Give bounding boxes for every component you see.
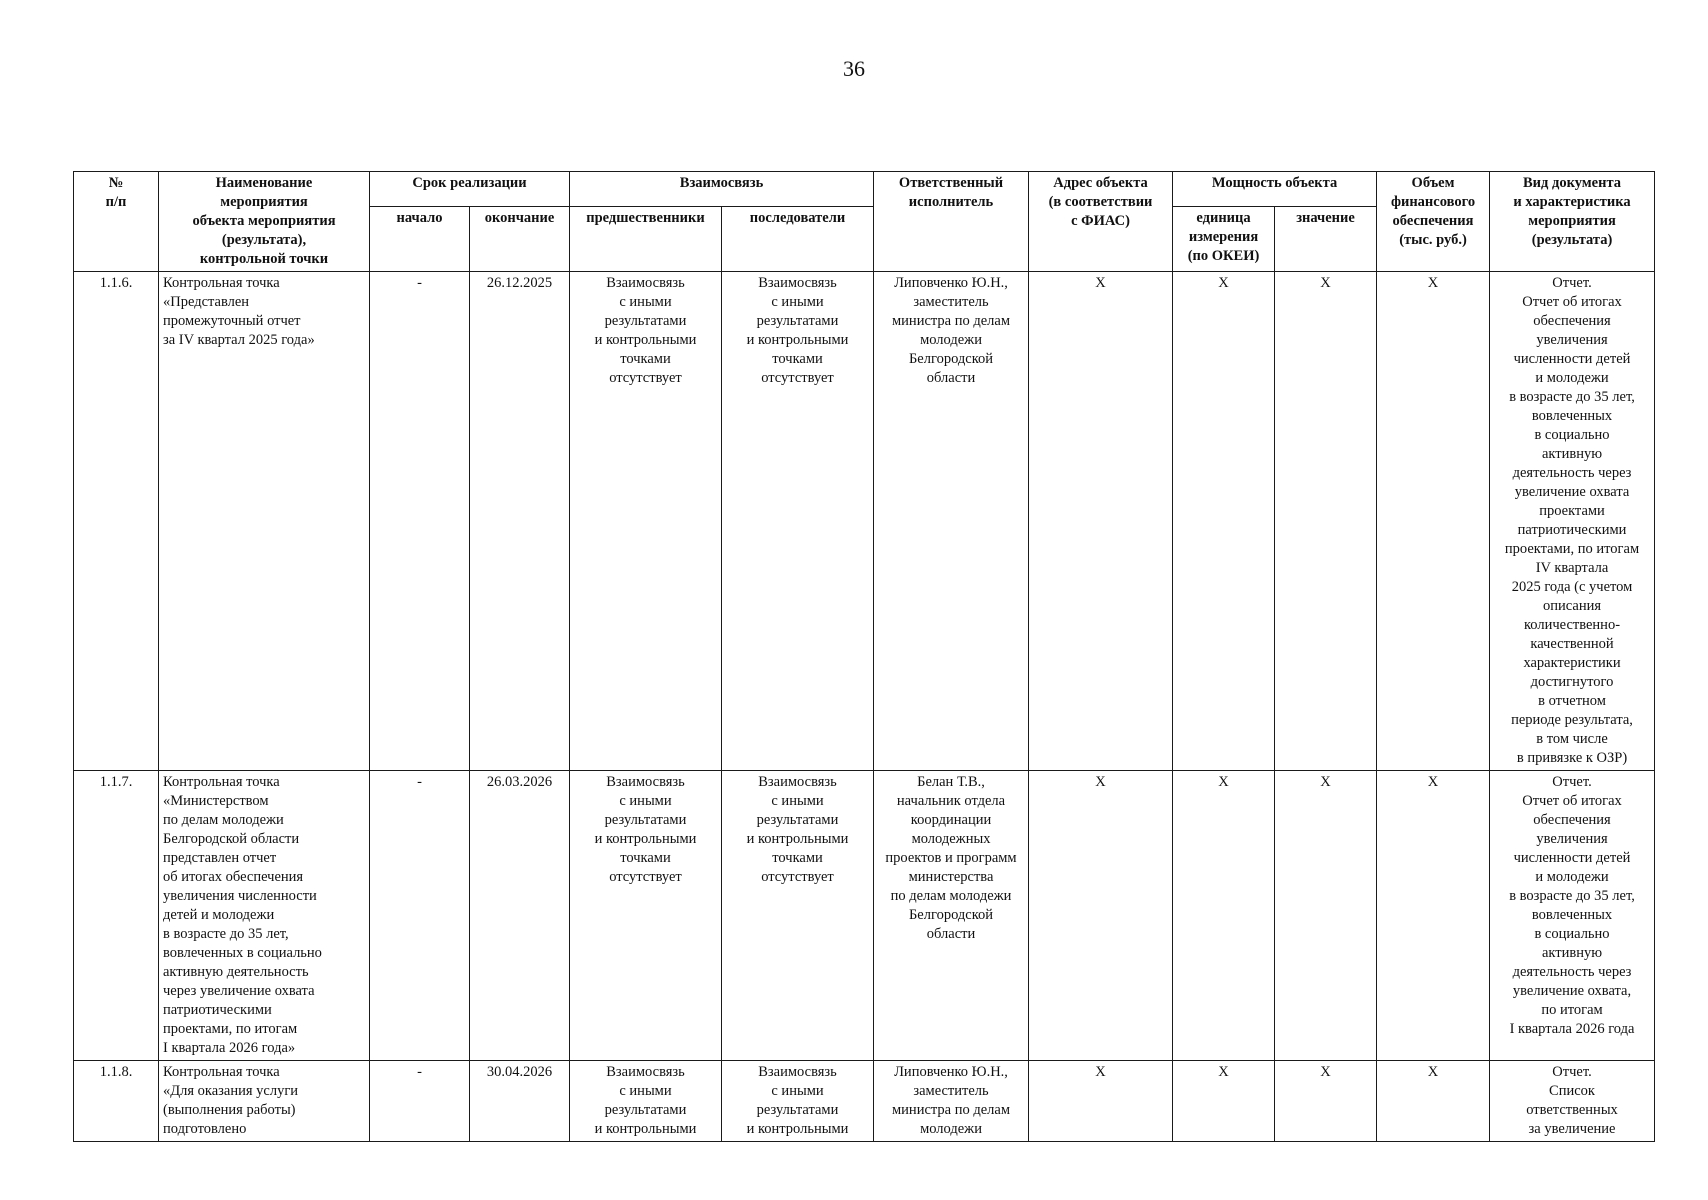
row-document: Отчет. Отчет об итогах обеспечения увеличения численности детей и молодежи в возрасте до 35 лет, вовлеченных в социально активную деятельность через увеличение охвата, по итогам I квартала 2026 года: [1490, 771, 1655, 1061]
page-number: 36: [843, 56, 865, 81]
activity-plan-table: [73, 171, 1655, 1142]
row-unit: X: [1173, 1061, 1275, 1142]
row-executor: Липовченко Ю.Н., заместитель министра по делам молодежи: [874, 1061, 1029, 1142]
row-value: X: [1275, 771, 1377, 1061]
row-start: -: [370, 1061, 470, 1142]
row-start: -: [370, 771, 470, 1061]
table-row: [74, 272, 1655, 771]
row-end: 26.03.2026: [470, 771, 570, 1061]
header-predecessors: предшественники: [570, 206, 722, 271]
row-name: Контрольная точка «Министерством по делам молодежи Белгородской области представлен отчет об итогах обеспечения увеличения численности детей и молодежи в возрасте до 35 лет, вовлеченных в социально активную деятельность через увеличение охвата патриотическими проектами, по итогам I квартала 2026 года»: [159, 771, 370, 1061]
header-value: значение: [1275, 206, 1377, 271]
row-unit: X: [1173, 771, 1275, 1061]
row-num: 1.1.8.: [74, 1061, 159, 1142]
table-header: [74, 172, 1655, 272]
row-finance: X: [1377, 1061, 1490, 1142]
row-end: 26.12.2025: [470, 272, 570, 771]
row-end: 30.04.2026: [470, 1061, 570, 1142]
header-finance: Объем финансового обеспечения (тыс. руб.): [1377, 172, 1490, 272]
row-successors: Взаимосвязь с иными результатами и контрольными: [722, 1061, 874, 1142]
row-executor: Белан Т.В., начальник отдела координации молодежных проектов и программ министерства по делам молодежи Белгородской области: [874, 771, 1029, 1061]
row-finance: X: [1377, 771, 1490, 1061]
row-document: Отчет. Список ответственных за увеличение: [1490, 1061, 1655, 1142]
header-document: Вид документа и характеристика мероприятия (результата): [1490, 172, 1655, 272]
header-unit: единица измерения (по ОКЕИ): [1173, 206, 1275, 271]
row-successors: Взаимосвязь с иными результатами и контрольными точками отсутствует: [722, 771, 874, 1061]
table-row: [74, 1061, 1655, 1142]
header-relation: Взаимосвязь: [570, 172, 874, 207]
row-num: 1.1.6.: [74, 272, 159, 771]
header-period: Срок реализации: [370, 172, 570, 207]
row-predecessors: Взаимосвязь с иными результатами и контрольными точками отсутствует: [570, 272, 722, 771]
header-start: начало: [370, 206, 470, 271]
row-address: X: [1029, 272, 1173, 771]
row-predecessors: Взаимосвязь с иными результатами и контрольными точками отсутствует: [570, 771, 722, 1061]
row-document: Отчет. Отчет об итогах обеспечения увеличения численности детей и молодежи в возрасте до 35 лет, вовлеченных в социально активную деятельность через увеличение охвата проектами патриотическими проектами, по итогам IV квартала 2025 года (с учетом описания количественно- качественной характеристики достигнутого в отчетном периоде результата, в том числе в привязке к ОЗР): [1490, 272, 1655, 771]
header-successors: последователи: [722, 206, 874, 271]
header-capacity: Мощность объекта: [1173, 172, 1377, 207]
row-name: Контрольная точка «Для оказания услуги (выполнения работы) подготовлено: [159, 1061, 370, 1142]
row-value: X: [1275, 272, 1377, 771]
header-name: Наименование мероприятия объекта мероприятия (результата), контрольной точки: [159, 172, 370, 272]
row-executor: Липовченко Ю.Н., заместитель министра по делам молодежи Белгородской области: [874, 272, 1029, 771]
table-row: [74, 771, 1655, 1061]
header-end: окончание: [470, 206, 570, 271]
row-address: X: [1029, 1061, 1173, 1142]
row-predecessors: Взаимосвязь с иными результатами и контрольными: [570, 1061, 722, 1142]
row-start: -: [370, 272, 470, 771]
row-finance: X: [1377, 272, 1490, 771]
row-value: X: [1275, 1061, 1377, 1142]
table-body: [74, 272, 1655, 1142]
header-address: Адрес объекта (в соответствии с ФИАС): [1029, 172, 1173, 272]
header-num: № п/п: [74, 172, 159, 272]
row-address: X: [1029, 771, 1173, 1061]
header-executor: Ответственный исполнитель: [874, 172, 1029, 272]
row-name: Контрольная точка «Представлен промежуточный отчет за IV квартал 2025 года»: [159, 272, 370, 771]
row-successors: Взаимосвязь с иными результатами и контрольными точками отсутствует: [722, 272, 874, 771]
row-num: 1.1.7.: [74, 771, 159, 1061]
row-unit: X: [1173, 272, 1275, 771]
